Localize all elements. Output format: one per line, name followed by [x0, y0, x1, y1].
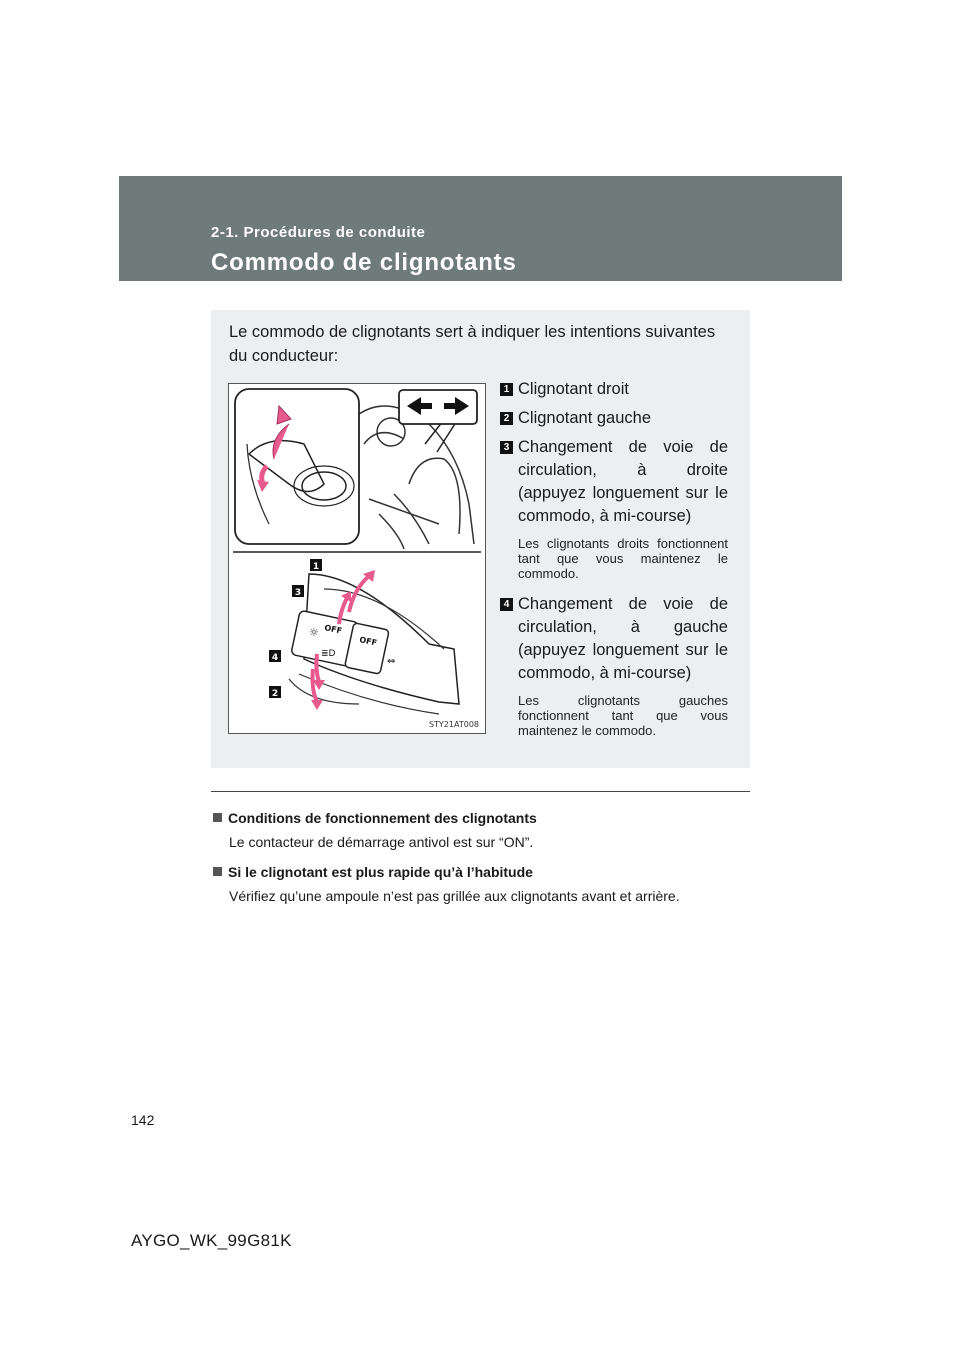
section-label: 2-1. Procédures de conduite	[211, 224, 426, 241]
switch-label-off-2: OFF	[358, 635, 378, 648]
item-number: 1	[500, 383, 513, 396]
bullet-square-icon	[213, 813, 222, 822]
item-note: Les clignotants droits fonctionnent tant que vous maintenez le commodo.	[518, 536, 728, 581]
callout-4: 4	[271, 653, 279, 663]
turn-signal-illustration	[229, 384, 485, 733]
callout-2: 2	[271, 689, 279, 699]
note-title: Conditions de fonctionnement des clignotants	[213, 808, 753, 828]
item-text: Clignotant droit	[518, 380, 629, 398]
list-item	[500, 593, 728, 738]
item-number: 2	[500, 412, 513, 425]
note-title: Si le clignotant est plus rapide qu’à l’habitude	[213, 862, 753, 882]
wiper-icon: ⇔	[387, 656, 396, 667]
arrow-down-2-icon	[311, 700, 323, 710]
list-item	[500, 436, 728, 581]
item-number: 4	[500, 598, 513, 611]
figure-code: STY21AT008	[428, 720, 479, 729]
divider	[211, 791, 750, 792]
item-list	[500, 378, 728, 750]
light-icon: ☼	[309, 626, 319, 639]
intro-text: Le commodo de clignotants sert à indiquer les intentions suivantes du conducteur:	[229, 323, 716, 365]
list-item	[500, 378, 728, 401]
item-text: Changement de voie de circulation, à gauche (appuyez longuement sur le commodo, à mi-course)	[518, 595, 728, 682]
dashboard-drawing	[359, 406, 474, 549]
bullet-square-icon	[213, 867, 222, 876]
note-body: Vérifiez qu’une ampoule n’est pas grillée aux clignotants avant et arrière.	[229, 888, 680, 904]
item-text: Clignotant gauche	[518, 409, 652, 427]
item-number: 3	[500, 441, 513, 454]
lever-inset	[235, 389, 359, 544]
item-text: Changement de voie de circulation, à droite (appuyez longuement sur le commodo, à mi-course)	[518, 438, 728, 525]
note-body: Le contacteur de démarrage antivol est sur “ON”.	[229, 834, 534, 850]
callout-1: 1	[312, 562, 320, 572]
page-number: 142	[131, 1112, 155, 1128]
turn-signal-figure	[228, 383, 486, 734]
list-item	[500, 407, 728, 430]
headlight-icon: ≣D	[321, 649, 336, 659]
notes	[213, 808, 753, 916]
item-note: Les clignotants gauches fonctionnent tant que vous maintenez le commodo.	[518, 693, 728, 738]
document-code: AYGO_WK_99G81K	[131, 1231, 292, 1250]
page-title: Commodo de clignotants	[211, 249, 517, 276]
callout-3: 3	[294, 588, 302, 598]
switch-label-off-1: OFF	[323, 623, 343, 636]
